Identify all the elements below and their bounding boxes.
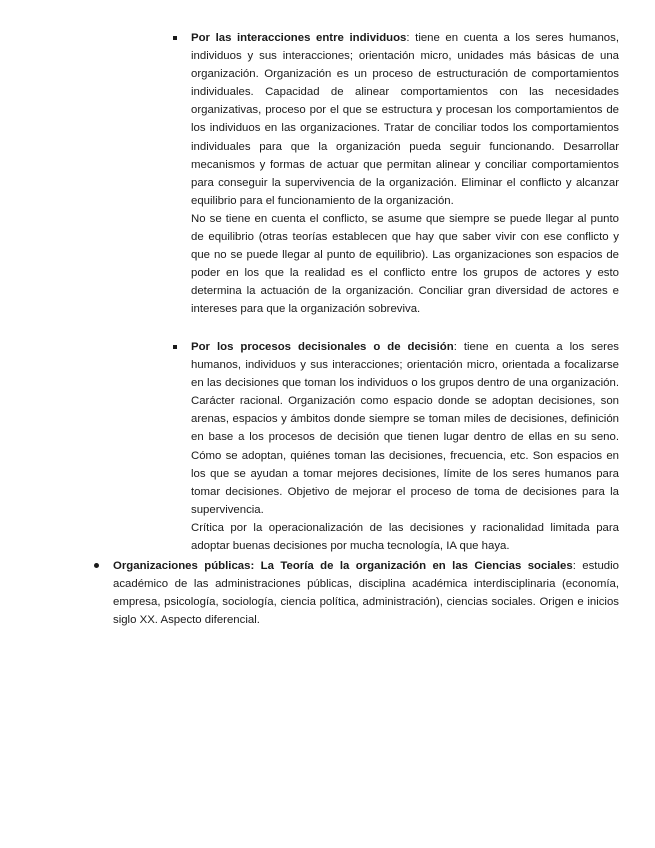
item-text: : tiene en cuenta a los seres humanos, individuos y sus interacciones; orientación micro, orientada a focalizarse en las decisiones que toman los individuos o los grupos dentro de una organización. Carácter racional. Organización como espacio donde se adoptan decisiones, son arenas, espacios y ámbitos donde siempre se toman miles de decisiones, definición en base a los procesos de decisión que tienen lugar dentro de ellas en su seno. Cómo se adoptan, quiénes toman las decisiones, frecuencia, etc. Son espacios en los que se ayudan a tomar mejores decisiones, límite de los seres humanos para tomar decisiones. Objetivo de mejorar el proceso de toma de decisiones para la supervivencia.	[191, 341, 619, 516]
paragraph: Crítica por la operacionalización de las decisiones y racionalidad limitada para adoptar buenas decisiones por mucha tecnología, IA que haya.	[191, 521, 619, 553]
item-title: Organizaciones públicas: La Teoría de la organización en las Ciencias sociales	[113, 560, 573, 572]
square-bullet-icon	[173, 345, 177, 349]
list-item-interacciones	[191, 29, 619, 319]
list-item-procesos-decisionales	[191, 338, 619, 555]
paragraph	[191, 338, 619, 519]
square-bullet-icon	[173, 36, 177, 40]
item-text: : estudio académico de las administraciones públicas, disciplina académica interdisciplinaria (economía, empresa, psicología, sociología, ciencia política, administración), ciencias sociales. Origen e inicios siglo XX. Aspecto diferencial.	[113, 560, 620, 627]
paragraph: No se tiene en cuenta el conflicto, se asume que siempre se puede llegar al punto de equilibrio (otras teorías establecen que hay que saber vivir con ese conflicto y que no se puede llegar al punto de equilibrio). Las organizaciones son espacios de poder en los que la realidad es el conflicto entre los grupos de actores y esto determina la actuación de la organización. Conciliar gran diversidad de actores e intereses para que la organización sobreviva.	[191, 212, 619, 316]
item-text: : tiene en cuenta a los seres humanos, individuos y sus interacciones; orientación micro, unidades más básicas de una organización. Organización es un proceso de estructuración de comportamientos individuales. Capacidad de alinear comportamientos con las necesidades organizativas, proceso por el que se estructura y procesan los comportamientos de los individuos en las organizaciones. Tratar de conciliar todos los comportamientos individuales para que la organización pueda seguir funcionando. Desarrollar mecanismos y formas de actuar que permitan alinear y conciliar comportamientos para conseguir la supervivencia de la organización. Eliminar el conflicto y alcanzar equilibrio para el funcionamiento de la organización.	[191, 32, 619, 207]
paragraph	[113, 557, 619, 629]
round-bullet-icon	[94, 563, 99, 568]
list-item-organizaciones-publicas	[113, 557, 619, 629]
paragraph	[191, 29, 619, 210]
item-title: Por las interacciones entre individuos	[191, 32, 407, 44]
item-title: Por los procesos decisionales o de decisión	[191, 341, 454, 353]
